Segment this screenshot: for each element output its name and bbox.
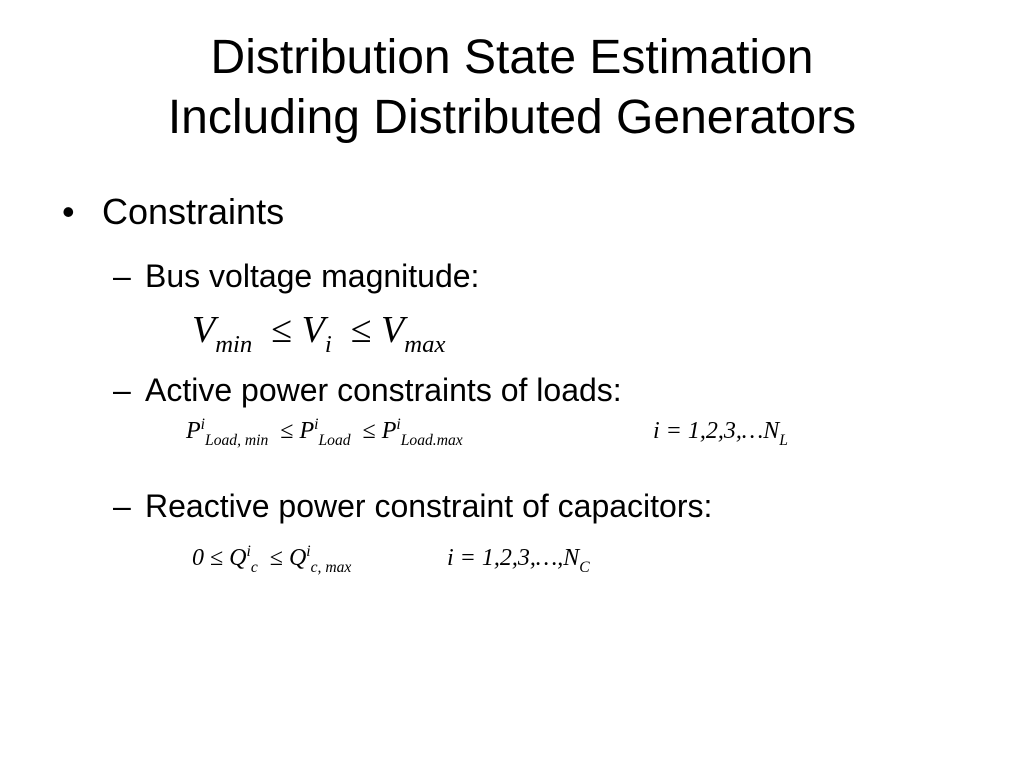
eq-symbol: Q — [229, 545, 247, 571]
eq-superscript: i — [396, 416, 401, 434]
sub-item-label: Reactive power constraint of capacitors: — [145, 488, 713, 524]
eq-symbol: V — [192, 309, 216, 351]
sub-item-voltage — [113, 256, 479, 296]
eq-subscript: Load.max — [400, 431, 463, 449]
eq-subscript: Load — [318, 431, 351, 449]
eq-symbol: P — [186, 418, 201, 444]
eq-subscript: c — [250, 558, 258, 576]
eq-subscript: min — [215, 331, 253, 359]
equation-voltage — [192, 308, 446, 359]
eq-subscript: max — [404, 331, 446, 359]
dash-marker: – — [113, 372, 131, 408]
eq-superscript: i — [246, 543, 251, 561]
sub-item-label: Active power constraints of loads: — [145, 372, 622, 408]
eq-operator: ≤ — [280, 418, 294, 444]
eq-superscript: i — [306, 543, 311, 561]
dash-marker: – — [113, 258, 131, 294]
eq-operator: ≤ — [350, 309, 372, 351]
eq-operator: ≤ — [271, 309, 293, 351]
sub-item-capacitors — [113, 486, 712, 526]
eq-symbol: P — [299, 418, 315, 444]
slide-title — [0, 28, 1024, 148]
title-line-1: Distribution State Estimation — [210, 31, 814, 84]
eq-subscript: Load, min — [205, 431, 269, 449]
eq-subscript: c, max — [310, 558, 352, 576]
bullet-constraints — [62, 188, 284, 236]
eq-subscript: C — [579, 558, 590, 576]
eq-symbol: P — [381, 418, 397, 444]
sub-item-loads — [113, 370, 622, 410]
eq-operator: ≤ — [269, 545, 283, 571]
equation-load-index: $i = 1,2,3,\dots N_L$ — [653, 418, 788, 449]
equation-load — [186, 416, 788, 449]
eq-operator: ≤ — [210, 545, 224, 571]
eq-superscript: i — [200, 416, 206, 434]
eq-symbol: Q — [288, 545, 307, 571]
equation-capacitor — [192, 543, 590, 576]
eq-symbol: V — [301, 309, 325, 351]
eq-symbol: 0 — [192, 545, 204, 571]
eq-operator: ≤ — [362, 418, 376, 444]
eq-subscript: i — [324, 331, 332, 359]
eq-symbol: V — [381, 309, 405, 351]
eq-subscript: L — [779, 431, 788, 449]
eq-superscript: i — [314, 416, 319, 434]
bullet-text: Constraints — [102, 191, 285, 232]
title-line-2: Including Distributed Generators — [167, 91, 857, 144]
equation-cap-index: $i = 1,2,3,\dots,N_C$ — [447, 545, 590, 576]
sub-item-label: Bus voltage magnitude: — [145, 258, 480, 294]
dash-marker: – — [113, 488, 131, 524]
bullet-marker: • — [62, 191, 75, 232]
